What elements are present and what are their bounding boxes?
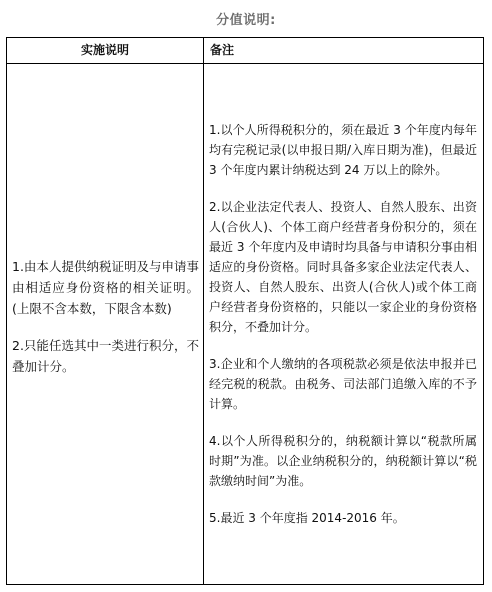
remark-2: 2.以企业法定代表人、投资人、自然人股东、出资人(合伙人)、个体工商户经营者身份积分的，须在最近 3 个年度内及申请时均具备与申请积分事由相适应的身份资格。同时具备多家企业法定代表人、投资人、自然人股东、出资人(合伙人)或个体工商户经营者身份资格的，只能以一家企业的身份资格积分，不叠加计分。 [209, 200, 477, 334]
page-title: 分值说明: [216, 13, 276, 28]
implementation-notes-cell [7, 64, 203, 584]
remark-3: 3.企业和个人缴纳的各项税款必须是依法申报并已经完税的税款。由税务、司法部门追缴入库的不予计算。 [209, 357, 477, 411]
remarks-cell [204, 64, 483, 584]
implementation-note-2: 2.只能任选其中一类进行积分，不叠加计分。 [12, 337, 199, 374]
remark-1: 1.以个人所得税积分的，须在最近 3 个年度内每年均有完税记录(以申报日期/入库日期为准)，但最近 3 个年度内累计纳税达到 24 万以上的除外。 [209, 123, 477, 177]
remark-5: 5.最近 3 个年度指 2014-2016 年。 [209, 511, 405, 525]
implementation-note-1: 1.由本人提供纳税证明及与申请事由相适应身份资格的相关证明。(上限不含本数，下限含本数) [12, 258, 199, 316]
remark-4: 4.以个人所得税积分的，纳税额计算以“税款所属时期”为准。以企业纳税积分的，纳税额计算以“税款缴纳时间”为准。 [209, 434, 477, 488]
header-remarks: 备注 [210, 43, 235, 57]
score-explanation-table [6, 37, 484, 585]
table-header-row [7, 38, 483, 64]
header-implementation-notes: 实施说明 [80, 43, 129, 57]
